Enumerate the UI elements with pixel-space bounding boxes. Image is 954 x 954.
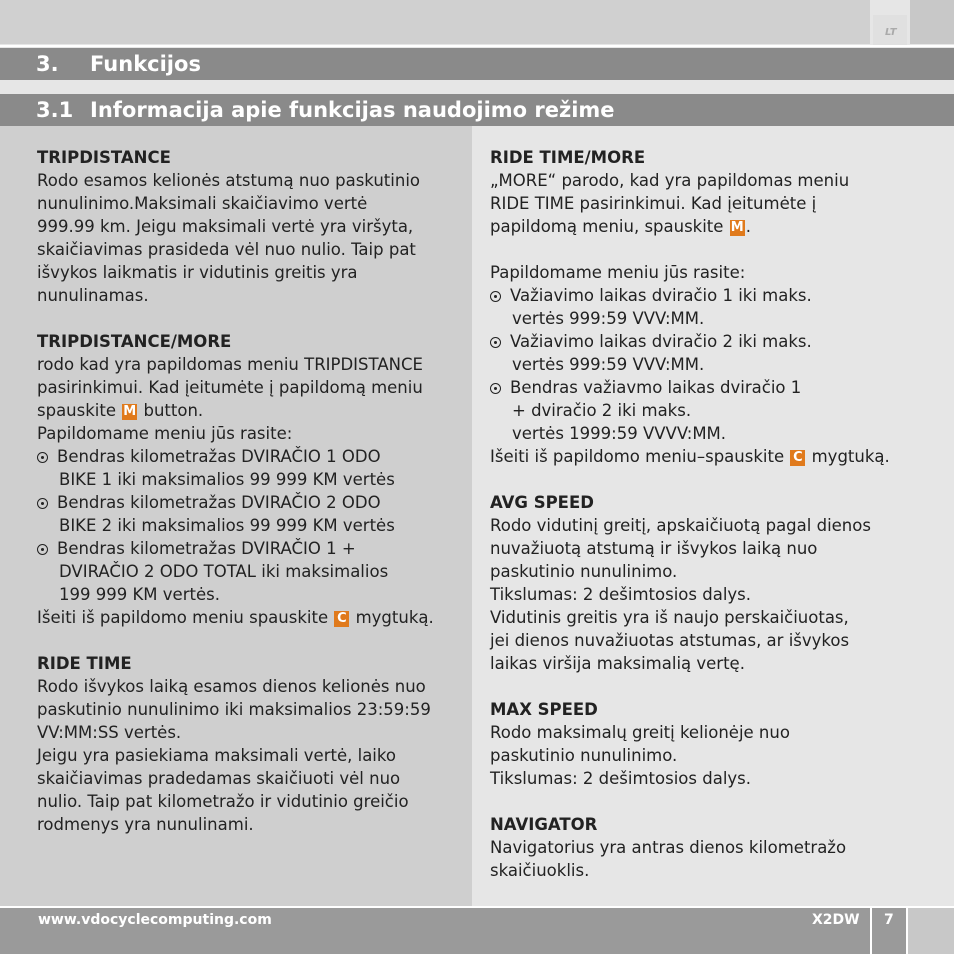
navigator-heading: NAVIGATOR [490, 815, 598, 834]
paragraph-line: rodmenys yra nunulinami. [37, 815, 254, 834]
list-item [37, 445, 462, 468]
paragraph-line: Tikslumas: 2 dešimtosios dalys. [490, 585, 752, 604]
bullet-icon [490, 291, 501, 302]
bullet-icon [37, 544, 48, 555]
paragraph-line: Jeigu yra pasiekiama maksimali vertė, laiko [37, 746, 396, 765]
paragraph-line: Rodo maksimalų greitį kelionėje nuo [490, 723, 790, 742]
m-key-icon: M [730, 220, 744, 235]
list-item-text: Bendras kilometražas DVIRAČIO 1 + [57, 539, 356, 558]
c-key-icon: C [334, 611, 349, 627]
paragraph-line: 999.99 km. Jeigu maksimali vertė yra viršyta, [37, 217, 414, 236]
paragraph-line: jei dienos nuvažiuotas atstumas, ar išvykos [490, 631, 850, 650]
bullet-icon [37, 452, 48, 463]
list-item-continuation: vertės 999:59 VVV:MM. [512, 309, 705, 328]
spacer [490, 790, 930, 813]
language-tab [873, 15, 907, 45]
spacer [37, 307, 462, 330]
paragraph-line: laikas viršija maksimalią vertę. [490, 654, 745, 673]
paragraph-line: Navigatorius yra antras dienos kilometražo [490, 838, 847, 857]
text-fragment: spauskite [37, 401, 122, 420]
paragraph-line: Rodo vidutinį greitį, apskaičiuotą pagal dienos [490, 516, 871, 535]
paragraph-line [37, 606, 462, 629]
list-item-continuation: + dviračio 2 iki maks. [512, 401, 692, 420]
paragraph-line: skaičiuoklis. [490, 861, 590, 880]
bullet-icon [490, 383, 501, 394]
text-fragment: papildomą meniu, spauskite [490, 217, 729, 236]
text-fragment: mygtuką. [350, 608, 434, 627]
list-item-continuation: vertės 999:59 VVV:MM. [512, 355, 705, 374]
paragraph-line: pasirinkimui. Kad įeitumėte į papildomą meniu [37, 378, 423, 397]
paragraph-line [490, 215, 930, 238]
footer-rule [0, 906, 954, 908]
list-item [490, 284, 930, 307]
section-header [0, 48, 954, 80]
page-number: 7 [884, 912, 894, 928]
paragraph-line: nuvažiuotą atstumą ir išvykos laiką nuo [490, 539, 818, 558]
paragraph-line [37, 399, 462, 422]
list-item-text: Bendras kilometražas DVIRAČIO 1 ODO [57, 447, 381, 466]
paragraph-line: skaičiavimas prasideda vėl nuo nulio. Taip pat [37, 240, 416, 259]
list-item-text: Bendras kilometražas DVIRAČIO 2 ODO [57, 493, 381, 512]
list-item [37, 491, 462, 514]
list-item-text: Važiavimo laikas dviračio 1 iki maks. [510, 286, 812, 305]
paragraph-line [490, 445, 930, 468]
spacer [490, 468, 930, 491]
list-item-continuation: vertės 1999:59 VVVV:MM. [512, 424, 727, 443]
paragraph-line: Papildomame meniu jūs rasite: [37, 424, 293, 443]
tripdistance-heading: TRIPDISTANCE [37, 148, 171, 167]
language-label: LT [885, 27, 897, 38]
paragraph-line: paskutinio nunulinimo iki maksimalios 23:59:59 [37, 700, 431, 719]
text-fragment: . [745, 217, 751, 236]
list-item-text: Bendras važiavmo laikas dviračio 1 [510, 378, 802, 397]
top-corner-block [910, 0, 954, 44]
top-bar [0, 0, 870, 44]
paragraph-line: Rodo išvykos laiką esamos dienos kelionės nuo [37, 677, 426, 696]
text-fragment: Išeiti iš papildomo meniu spauskite [37, 608, 334, 627]
paragraph-line: paskutinio nunulinimo. [490, 746, 678, 765]
text-fragment: Išeiti iš papildomo meniu–spauskite [490, 447, 790, 466]
paragraph-line: RIDE TIME pasirinkimui. Kad įeitumėte į [490, 194, 817, 213]
text-fragment: mygtuką. [806, 447, 890, 466]
spacer [490, 238, 930, 261]
avg-speed-heading: AVG SPEED [490, 493, 594, 512]
paragraph-line: „MORE“ parodo, kad yra papildomas meniu [490, 171, 850, 190]
list-item [490, 376, 930, 399]
text-fragment: button. [138, 401, 204, 420]
footer-corner-block [908, 908, 954, 954]
section-title: Funkcijos [90, 52, 201, 76]
ride-time-more-heading: RIDE TIME/MORE [490, 148, 646, 167]
spacer [490, 675, 930, 698]
top-rule [0, 45, 954, 47]
header-gap [0, 80, 954, 94]
paragraph-line: VV:MM:SS vertės. [37, 723, 182, 742]
list-item-continuation: DVIRAČIO 2 ODO TOTAL iki maksimalios [59, 562, 389, 581]
right-column-text [490, 146, 930, 882]
paragraph-line: Tikslumas: 2 dešimtosios dalys. [490, 769, 752, 788]
page-footer [0, 906, 954, 954]
max-speed-heading: MAX SPEED [490, 700, 598, 719]
section-number: 3. [36, 52, 59, 76]
footer-divider [870, 906, 872, 954]
paragraph-line: išvykos laikmatis ir vidutinis greitis yra [37, 263, 358, 282]
paragraph-line: Vidutinis greitis yra iš naujo perskaičiuotas, [490, 608, 849, 627]
paragraph-line: paskutinio nunulinimo. [490, 562, 678, 581]
c-key-icon: C [790, 450, 805, 466]
bullet-icon [37, 498, 48, 509]
paragraph-line: Papildomame meniu jūs rasite: [490, 263, 746, 282]
paragraph-line: nulio. Taip pat kilometražo ir vidutinio greičio [37, 792, 409, 811]
tripdistance-more-heading: TRIPDISTANCE/MORE [37, 332, 232, 351]
list-item [490, 330, 930, 353]
paragraph-line: rodo kad yra papildomas meniu TRIPDISTANCE [37, 355, 423, 374]
bullet-icon [490, 337, 501, 348]
model-name: X2DW [812, 912, 860, 928]
paragraph-line: nunulinamas. [37, 286, 149, 305]
list-item-text: Važiavimo laikas dviračio 2 iki maks. [510, 332, 812, 351]
paragraph-line: nunulinimo.Maksimali skaičiavimo vertė [37, 194, 368, 213]
subsection-number: 3.1 [36, 98, 74, 122]
list-item-continuation: 199 999 KM vertės. [59, 585, 220, 604]
ride-time-heading: RIDE TIME [37, 654, 132, 673]
list-item [37, 537, 462, 560]
m-key-icon: M [123, 404, 137, 419]
list-item-continuation: BIKE 1 iki maksimalios 99 999 KM vertės [59, 470, 395, 489]
subsection-header [0, 94, 954, 126]
paragraph-line: skaičiavimas pradedamas skaičiuoti vėl nuo [37, 769, 401, 788]
spacer [37, 629, 462, 652]
left-column-text [37, 146, 462, 836]
subsection-title: Informacija apie funkcijas naudojimo režime [90, 98, 615, 122]
list-item-continuation: BIKE 2 iki maksimalios 99 999 KM vertės [59, 516, 395, 535]
website-url: www.vdocyclecomputing.com [38, 912, 272, 928]
paragraph-line: Rodo esamos kelionės atstumą nuo paskutinio [37, 171, 420, 190]
